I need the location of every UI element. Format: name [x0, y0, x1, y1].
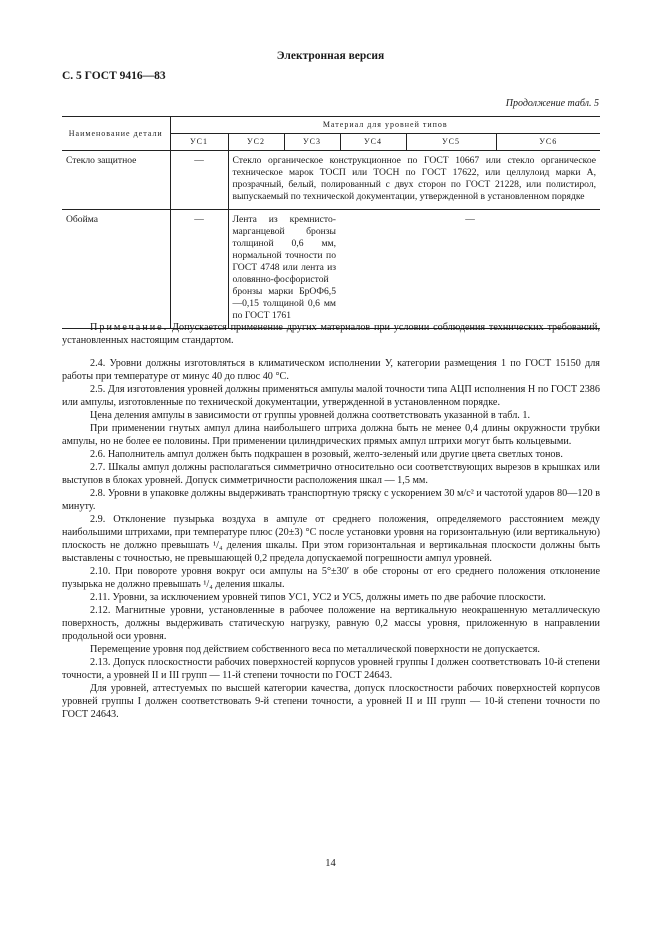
table-row: [62, 210, 600, 329]
paragraph: Перемещение уровня под действием собственного веса по металлической поверхности не допускается.: [90, 644, 540, 655]
paragraph: Для уровней, аттестуемых по высшей категории качества, допуск плоскостности рабочих поверхностей корпусов уровней группы I должен соответствовать 9-й степени точности, а уровней II и III групп — 10-й степени точности по ГОСТ 24643.: [62, 683, 600, 720]
row-part-name: Обойма: [66, 214, 99, 225]
note-text: Допускается применение других материалов при условии соблюдения технических требований, установленных настоящим стандартом.: [62, 322, 601, 346]
row-material: Стекло органическое конструкционное по ГОСТ 10667 или стекло органическое техническое марок ТОСП или ТОСН по ГОСТ 17622, или целлулоид марки А, прозрачный, белый, полированный с двух сторон по ГОСТ 21228, или полистирол, выпускаемый по технической документации, утвержденной в установленном порядке: [228, 151, 600, 210]
paragraph: 2.5. Для изготовления уровней должны применяться ампулы малой точности типа АЦП исполнения Н по ГОСТ 2386 или ампулы, изготовленные по технической документации, утвержденной в установленном порядке.: [62, 384, 600, 408]
col-header-type: УС2: [228, 134, 284, 151]
row-part-name: Стекло защитное: [66, 155, 137, 166]
col-header-part-name: Наименование детали: [62, 117, 170, 151]
row-other-types-value: —: [465, 214, 475, 225]
row-us1-value: —: [170, 210, 228, 329]
col-header-type: УС6: [496, 134, 600, 151]
body-text: [62, 357, 600, 721]
table-note: [62, 321, 600, 347]
row-material: Лента из кремнисто-марганцевой бронзы толщиной 0,6 мм, нормальной точности по ГОСТ 4748 или лента из оловянно-фосфористой бронзы марки БрОФ6,5—0,15 толщиной 0,6 мм по ГОСТ 1761: [228, 210, 340, 329]
col-header-type: УС5: [406, 134, 496, 151]
paragraph: 2.9. Отклонение пузырька воздуха в ампуле от среднего положения, определяемого расстоянием между наибольшими штрихами, при температуре плюс (20±3) °С после установки уровня на горизонтальную (или вертикальную) плоскость не должно превышать ¹/₄ деления шкалы. При этом горизонтальная и вертикальная плоскости должны быть выставлены с точностью, не превышающей 0,2 предела допускаемой погрешности ампул уровней.: [62, 514, 600, 564]
col-header-type: УС3: [284, 134, 340, 151]
paragraph: 2.11. Уровни, за исключением уровней типов УС1, УС2 и УС5, должны иметь по две рабочие плоскости.: [90, 592, 546, 603]
paragraph: 2.6. Наполнитель ампул должен быть подкрашен в розовый, желто-зеленый или другие цвета светлых тонов.: [90, 449, 563, 460]
col-header-type: УС1: [170, 134, 228, 151]
paragraph: Цена деления ампулы в зависимости от группы уровней должна соответствовать указанной в табл. 1.: [90, 410, 531, 421]
row-us1-value: —: [170, 151, 228, 210]
col-header-type: УС4: [340, 134, 406, 151]
paragraph: При применении гнутых ампул длина наибольшего штриха должна быть не менее 0,4 длины окружности трубки ампулы, но не более ее половины. При применении цилиндрических прямых ампул штрихи могут быть кольцевыми.: [62, 423, 600, 447]
paragraph: 2.8. Уровни в упаковке должны выдерживать транспортную тряску с ускорением 30 м/с² и частотой ударов 80—120 в минуту.: [62, 488, 600, 512]
table-row: [62, 151, 600, 210]
paragraph: 2.10. При повороте уровня вокруг оси ампулы на 5°±30′ в обе стороны от его среднего положения отклонение пузырька не должно превышать ¹/₄ деления шкалы.: [62, 566, 600, 590]
note-label: Примечание.: [90, 322, 169, 333]
paragraph: 2.4. Уровни должны изготовляться в климатическом исполнении У, категории размещения 1 по ГОСТ 15150 для работы при температуре от минус 40 до плюс 40 °С.: [62, 358, 600, 382]
paragraph: 2.7. Шкалы ампул должны располагаться симметрично относительно оси соответствующих вырезов в крышках или выступов в блоках уровней. Допуск симметричности расположения шкал — 1,5 мм.: [62, 462, 600, 486]
table-continuation-label: Продолжение табл. 5: [505, 98, 599, 109]
electronic-version-banner: Электронная версия: [276, 50, 385, 62]
col-header-material: Материал для уровней типов: [170, 117, 600, 134]
page-header-gost-ref: С. 5 ГОСТ 9416—83: [62, 70, 166, 82]
materials-table: [62, 116, 600, 329]
paragraph: 2.12. Магнитные уровни, установленные в рабочее положение на вертикальную неокрашенную металлическую поверхность, должны выдерживать статическую нагрузку, равную 0,2 массы уровня, приложенную в направлении продольной оси уровня.: [62, 605, 600, 642]
page-number: 14: [325, 858, 336, 869]
paragraph: 2.13. Допуск плоскостности рабочих поверхностей корпусов уровней группы I должен соответствовать 10-й степени точности, а уровней II и III групп — 11-й степени точности по ГОСТ 24643.: [62, 657, 600, 681]
